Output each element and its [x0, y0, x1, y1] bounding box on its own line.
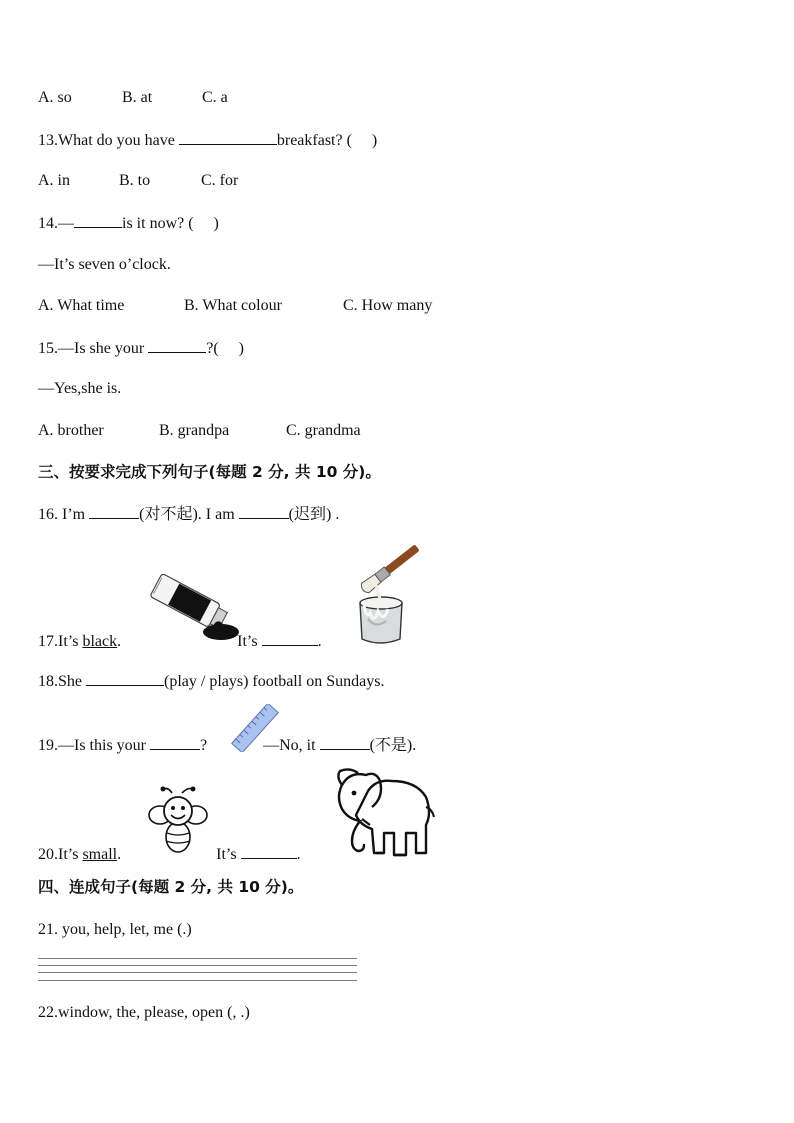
q21-number: 21.: [38, 921, 58, 938]
q18-question: [38, 671, 384, 692]
q21-writing-line-4: [38, 980, 357, 981]
q20-text-2: It’s: [216, 846, 241, 863]
q20-question: [38, 844, 301, 865]
elephant-image: [332, 767, 436, 859]
q19-question: [38, 735, 416, 756]
q14-dash: —: [58, 215, 74, 232]
q19-question-mark: ?: [200, 737, 208, 754]
q14-option-a: A. What time: [38, 297, 125, 314]
q17-end: .: [317, 633, 322, 650]
q17-text-1: It’s: [58, 633, 83, 650]
q15-number: 15.: [38, 340, 58, 357]
q14-text-after: is it now? (: [122, 215, 194, 232]
q15-text-after: ?(: [206, 340, 219, 357]
paint-bucket-brush-image: [346, 543, 428, 647]
q14-option-b: B. What colour: [184, 297, 282, 314]
q17-colour-word: black: [82, 633, 118, 650]
q12-option-c: C. a: [202, 89, 228, 106]
q20-period: .: [117, 846, 122, 863]
q12-options: [38, 88, 228, 108]
q21-question: [38, 920, 192, 940]
q17-question: [38, 631, 322, 652]
q19-blank-2: [320, 735, 370, 750]
q21-writing-line-1: [38, 958, 357, 959]
q15-option-c: C. grandma: [286, 422, 361, 439]
q13-option-a: A. in: [38, 172, 70, 189]
q21-writing-line-3: [38, 972, 357, 973]
q12-option-b: B. at: [122, 89, 153, 106]
q20-size-word: small: [82, 846, 118, 863]
q16-blank-2: [239, 504, 289, 519]
q22-number: 22.: [38, 1004, 58, 1021]
q19-text-1: —Is this your: [58, 737, 150, 754]
q15-text-before: —Is she your: [58, 340, 149, 357]
q13-number: 13.: [38, 132, 58, 149]
q15-answer: —Yes,she is.: [38, 380, 122, 397]
q14-question: [38, 213, 219, 234]
q13-option-c: C. for: [201, 172, 239, 189]
q13-paren-close: ): [371, 132, 378, 149]
q16-number: 16.: [38, 506, 58, 523]
q13-options: [38, 171, 238, 191]
q22-question: [38, 1003, 250, 1023]
q15-options: [38, 421, 361, 441]
q22-words: window, the, please, open (, .): [58, 1004, 250, 1021]
q18-text-1: She: [58, 673, 86, 690]
q12-option-a: A. so: [38, 89, 72, 106]
q15-question: [38, 338, 244, 359]
q18-number: 18.: [38, 673, 58, 690]
q19-blank-1: [150, 735, 200, 750]
q16-question: [38, 504, 339, 525]
q17-text-2: It’s: [237, 633, 262, 650]
q14-paren-close: ): [213, 215, 219, 232]
q14-answer-blank: [74, 213, 122, 228]
q16-text-1: I’m: [58, 506, 90, 523]
q15-answer-blank: [148, 338, 206, 353]
q14-number: 14.: [38, 215, 58, 232]
q14-options: [38, 296, 432, 316]
q15-paren-close: ): [238, 340, 244, 357]
q20-number: 20.: [38, 846, 58, 863]
q20-end: .: [296, 846, 301, 863]
q20-text-1: It’s: [58, 846, 83, 863]
q15-option-a: A. brother: [38, 422, 104, 439]
q19-text-2: —No, it: [263, 737, 320, 754]
q19-number: 19.: [38, 737, 58, 754]
section-3-heading: 三、按要求完成下列句子(每题 2 分, 共 10 分)。: [38, 463, 381, 481]
section-4-heading: 四、连成句子(每题 2 分, 共 10 分)。: [38, 878, 304, 896]
q13-question: [38, 130, 377, 151]
q18-answer-blank: [86, 671, 164, 686]
q16-hint-2: (迟到) .: [288, 506, 340, 523]
q13-option-b: B. to: [119, 172, 151, 189]
q17-answer-blank: [262, 631, 318, 646]
q13-text-before: What do you have: [58, 132, 179, 149]
q19-hint: (不是).: [369, 737, 417, 754]
q13-answer-blank: [179, 130, 277, 145]
q14-option-c: C. How many: [343, 297, 433, 314]
q21-words: you, help, let, me (.): [58, 921, 192, 938]
q17-period: .: [117, 633, 122, 650]
q16-blank-1: [89, 504, 139, 519]
q15-option-b: B. grandpa: [159, 422, 230, 439]
q21-writing-line-2: [38, 965, 357, 966]
q14-answer: —It’s seven o’clock.: [38, 256, 171, 273]
q16-hint-1: (对不起). I am: [139, 506, 239, 523]
q20-answer-blank: [241, 844, 297, 859]
q18-text-2: (play / plays) football on Sundays.: [164, 673, 385, 690]
q17-number: 17.: [38, 633, 58, 650]
q13-text-after: breakfast? (: [276, 132, 352, 149]
